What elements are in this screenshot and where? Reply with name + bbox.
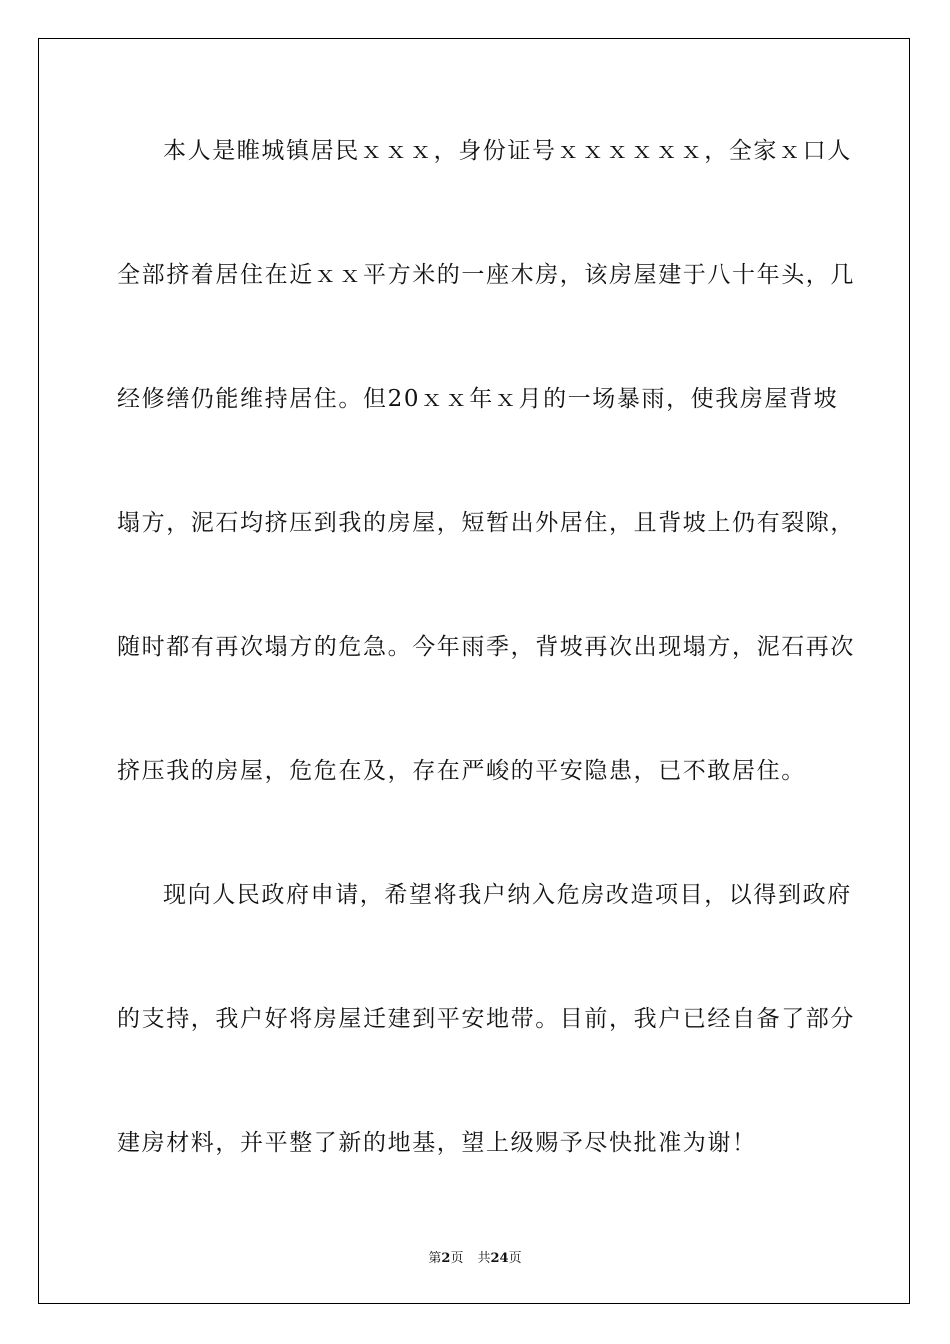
paragraph-1-line-1: 本人是睢城镇居民ｘｘｘ，身份证号ｘｘｘｘｘｘ，全家ｘ口人: [163, 138, 852, 164]
page-prefix: 第: [428, 1251, 442, 1266]
paragraph-1-line-4: 塌方，泥石均挤压到我的房屋，短暂出外居住，且背坡上仍有裂隙，: [117, 510, 855, 536]
paragraph-1-line-6: 挤压我的房屋，危危在及，存在严峻的平安隐患，已不敢居住。: [117, 758, 806, 784]
paragraph-1-line-5: 随时都有再次塌方的危急。今年雨季，背坡再次出现塌方，泥石再次: [117, 634, 855, 660]
page-border: [38, 38, 910, 1304]
paragraph-2-line-2: 的支持，我户好将房屋迁建到平安地带。目前，我户已经自备了部分: [117, 1006, 855, 1032]
total-suffix: 页: [508, 1251, 522, 1266]
page-number: 2: [441, 1251, 451, 1266]
paragraph-1-line-2: 全部挤着居住在近ｘｘ平方米的一座木房，该房屋建于八十年头，几: [117, 262, 855, 288]
total-pages: 24: [490, 1251, 509, 1266]
paragraph-2-line-1: 现向人民政府申请，希望将我户纳入危房改造项目，以得到政府: [163, 882, 852, 908]
paragraph-2-line-3: 建房材料，并平整了新的地基，望上级赐予尽快批准为谢！: [117, 1130, 757, 1156]
total-prefix: 共: [477, 1251, 491, 1266]
page-suffix: 页: [450, 1251, 464, 1266]
paragraph-1-line-3: 经修缮仍能维持居住。但20ｘｘ年ｘ月的一场暴雨，使我房屋背坡: [117, 386, 839, 412]
page-footer: [0, 1247, 950, 1266]
